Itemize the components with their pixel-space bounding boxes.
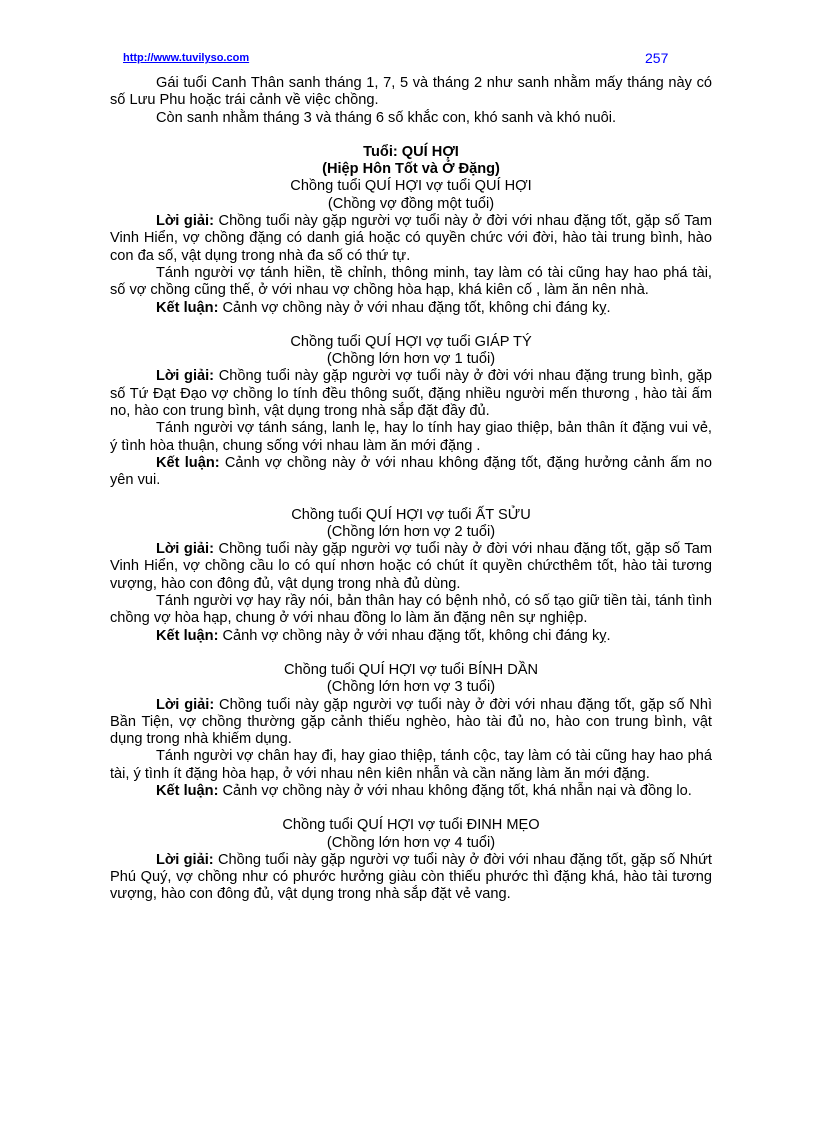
document-title: Tuổi: QUÍ HỢI — [363, 143, 459, 160]
ket-luan-label: Kết luận: — [156, 782, 219, 799]
loi-giai-text: Chồng tuổi này gặp người vợ tuổi này ở đời với nhau đặng tốt, gặp số Nhứt Phú Quý, vợ chồng như có phước hưởng giàu còn thiếu phước thì đặng khá, hào tài tương vượng, hào con đông đủ, vật dụng trong nhà sắp đặt vẻ vang. — [110, 851, 712, 903]
intro-paragraph-1: Gái tuổi Canh Thân sanh tháng 1, 7, 5 và tháng 2 như sanh nhằm mấy tháng này có số Lưu Phu hoặc trái cảnh về việc chồng. — [110, 75, 712, 109]
ket-luan-paragraph — [110, 455, 712, 490]
tanh-paragraph: Tánh người vợ hay rầy nói, bản thân hay có bệnh nhỏ, có số tạo giữ tiền tài, tánh tình chồng vợ hòa hạp, chung ở với nhau đồng lo làm ăn đặng nên sự nghiệp. — [110, 593, 712, 627]
section-subheading: (Chồng vợ đồng một tuổi) — [327, 195, 495, 212]
loi-giai-text: Chồng tuổi này gặp người vợ tuổi này ở đời với nhau đặng tốt, gặp số Nhì Bần Tiện, vợ chồng thường gặp cảnh thiếu nghèo, hào tài đủ no, hào con trung bình, vật dụng trong nhà khiếm dụng. — [110, 696, 713, 748]
loi-giai-label: Lời giải: — [156, 541, 214, 558]
ket-luan-text: Cảnh vợ chồng này ở với nhau đặng tốt, không chi đáng kỵ. — [218, 627, 611, 644]
section-subheading: (Chồng lớn hơn vợ 3 tuổi) — [326, 679, 496, 696]
tanh-paragraph: Tánh người vợ chân hay đi, hay giao thiệp, tánh cộc, tay làm có tài cũng hay hao phá tài, ý tình ít đặng hòa hạp, ở với nhau nên kiên nhẫn và cần năng làm ăn mới đặng. — [110, 748, 712, 782]
loi-giai-paragraph — [110, 697, 712, 749]
tanh-paragraph: Tánh người vợ tánh hiền, tề chỉnh, thông minh, tay làm có tài cũng hay hao phá tài, số vợ chồng cũng thế, ở với nhau vợ chồng hòa hạp, khá kiên cố , làm ăn nên nhà. — [110, 264, 712, 299]
section-heading: Chồng tuổi QUÍ HỢI vợ tuổi ẤT SỬU — [291, 506, 531, 523]
loi-giai-paragraph — [110, 852, 712, 904]
document-subtitle: (Hiệp Hôn Tốt và Ở Đặng) — [322, 161, 500, 178]
loi-giai-label: Lời giải: — [156, 696, 215, 713]
ket-luan-text: Cảnh vợ chồng này ở với nhau đặng tốt, không chi đáng kỵ. — [218, 299, 611, 316]
ket-luan-label: Kết luận: — [156, 454, 220, 471]
tanh-paragraph: Tánh người vợ tánh sáng, lanh lẹ, hay lo tính hay giao thiệp, bản thân ít đặng vui vẻ, ý tình hòa thuận, chung sống với nhau làm ăn mới đặng . — [110, 420, 712, 454]
section-subheading: (Chồng lớn hơn vợ 2 tuổi) — [326, 523, 496, 540]
intro-paragraph-2: Còn sanh nhằm tháng 3 và tháng 6 số khắc con, khó sanh và khó nuôi. — [156, 109, 617, 126]
loi-giai-paragraph — [110, 213, 712, 265]
ket-luan-label: Kết luận: — [156, 299, 219, 316]
section-heading: Chồng tuổi QUÍ HỢI vợ tuổi ĐINH MẸO — [282, 817, 540, 834]
ket-luan-label: Kết luận: — [156, 627, 219, 644]
section-subheading: (Chồng lớn hơn vợ 1 tuổi) — [326, 351, 496, 368]
loi-giai-text: Chồng tuổi này gặp người vợ tuổi này ở đời với nhau đặng tốt, gặp số Tam Vinh Hiển, vợ chồng đặng có danh giá hoặc có quyền chức với đời, hào tài trung bình, hào con đa số, vật dụng trong nhà đa số có thứ tự. — [110, 213, 712, 264]
loi-giai-paragraph — [110, 541, 712, 593]
loi-giai-label: Lời giải: — [156, 368, 215, 385]
section-heading: Chồng tuổi QUÍ HỢI vợ tuổi QUÍ HỢI — [290, 178, 532, 195]
document-body — [110, 75, 712, 904]
section-heading: Chồng tuổi QUÍ HỢI vợ tuổi BÍNH DẦN — [283, 661, 539, 678]
page-number: 257 — [645, 50, 669, 66]
ket-luan-text: Cảnh vợ chồng này ở với nhau không đặng tốt, đặng hưởng cảnh ấm no yên vui. — [110, 454, 712, 489]
loi-giai-text: Chồng tuổi này gặp người vợ tuổi này ở đời với nhau đặng trung bình, gặp số Tứ Đạt Đạo vợ chồng lo tính đều thông suốt, đặng nhiều người mến thương , hào tài ấm no, hào con trung bình, vật dụng trong nhà sắp đặt đầy đủ. — [110, 368, 712, 420]
website-link[interactable]: http://www.tuvilyso.com — [123, 52, 250, 64]
loi-giai-paragraph — [110, 368, 712, 420]
ket-luan-paragraph — [110, 300, 712, 317]
loi-giai-text: Chồng tuổi này gặp người vợ tuổi này ở đời với nhau đặng tốt, gặp số Tam Vinh Hiển, vợ chồng cầu lo có quí nhơn hoặc có chút ít quyền chứcthêm tốt, hào tài tương vượng, hào con đông đủ, vật dụng trong nhà đủ dùng. — [110, 541, 712, 592]
section-subheading: (Chồng lớn hơn vợ 4 tuổi) — [326, 834, 496, 851]
section-heading: Chồng tuổi QUÍ HỢI vợ tuổi GIÁP TÝ — [290, 333, 532, 350]
ket-luan-text: Cảnh vợ chồng này ở với nhau không đặng tốt, khá nhẫn nại và đồng lo. — [218, 782, 692, 799]
ket-luan-paragraph — [110, 628, 712, 645]
loi-giai-label: Lời giải: — [156, 851, 214, 868]
loi-giai-label: Lời giải: — [156, 213, 214, 230]
ket-luan-paragraph — [110, 783, 712, 800]
